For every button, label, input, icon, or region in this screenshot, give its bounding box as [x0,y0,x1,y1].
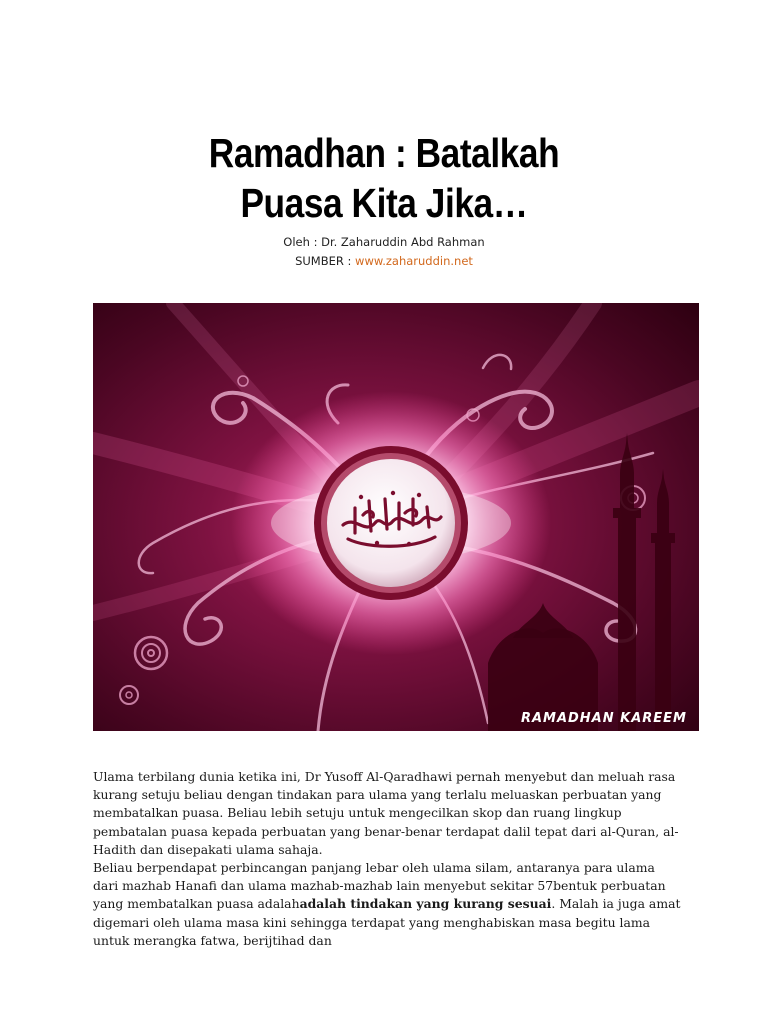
article-title [54,128,714,228]
source-line [0,252,768,271]
paragraph-2-end: . Malah ia juga amat digemari oleh ulama masa kini sehingga terdapat yang menghabiskan masa begitu lama untuk merangka fatwa, berijtihad dan [93,896,681,948]
title-line-1: Ramadhan : Batalkah [208,130,560,176]
hero-caption: RAMADHAN KAREEM [520,711,687,726]
article-body [93,768,683,950]
emphasis-text: adalah tindakan yang kurang sesuai [299,896,552,912]
paragraph-2-start: Beliau berpendapat perbincangan panjang lebar oleh ulama silam, antaranya para ulama dari mazhab Hanafi dan ulama mazhab-mazhab lain menyebut sekitar 57bentuk perbuatan yang membatalkan puasa adalah [93,860,666,912]
byline [0,233,768,271]
source-link[interactable]: www.zaharuddin.net [355,254,473,268]
author-line: Oleh : Dr. Zaharuddin Abd Rahman [283,235,485,249]
hero-image [93,303,699,731]
calligraphy-medallion [314,446,468,600]
ramadhan-kareem-illustration [93,303,699,731]
paragraph-1: Ulama terbilang dunia ketika ini, Dr Yusoff Al-Qaradhawi pernah menyebut dan meluah rasa kurang setuju beliau dengan tindakan para ulama yang terlalu meluaskan perbuatan yang membatalkan puasa. Beliau lebih setuju untuk mengecilkan skop dan ruang lingkup pembatalan puasa kepada perbuatan yang benar-benar terdapat dalil tepat dari al-Quran, al-Hadith dan disepakati ulama sahaja. [93,769,679,857]
paragraph-2 [93,859,683,950]
title-line-2: Puasa Kita Jika… [240,180,528,226]
source-label: SUMBER : [295,254,356,268]
